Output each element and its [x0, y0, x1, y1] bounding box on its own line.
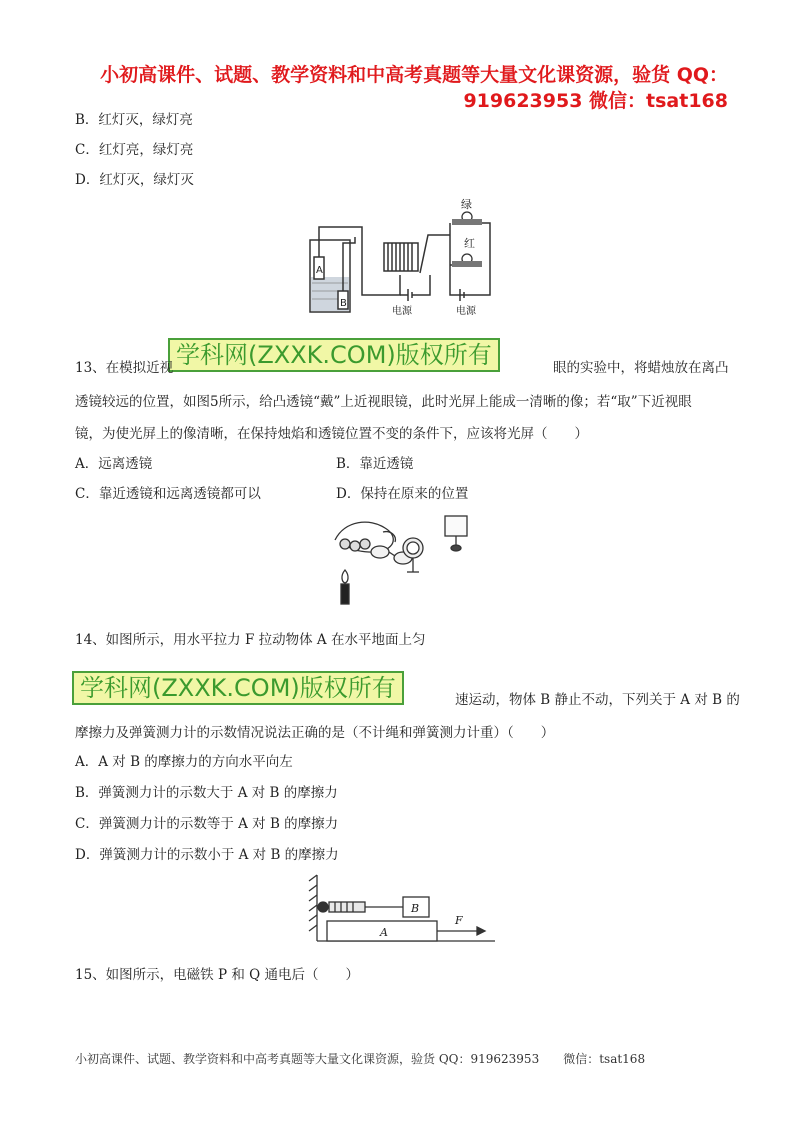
q14-option-c: C．弹簧测力计的示数等于 A 对 B 的摩擦力 [75, 816, 339, 832]
q14-option-d: D．弹簧测力计的示数小于 A 对 B 的摩擦力 [75, 847, 339, 863]
q13-line-1-start: 13、在模拟近视 [75, 360, 174, 376]
q14-line-1: 14、如图所示，用水平拉力 F 拉动物体 A 在水平地面上匀 [75, 632, 426, 648]
friction-experiment-figure [305, 873, 500, 945]
relay-circuit-figure [300, 195, 500, 327]
electrode-b-label: B [340, 298, 347, 309]
electrode-a-label: A [316, 265, 323, 276]
watermark-banner: 学科网(ZXXK.COM)版权所有 [168, 338, 500, 372]
page-footer [75, 1050, 669, 1067]
footer-text: 小初高课件、试题、教学资料和中高考真题等大量文化课资源，验货 QQ：919623953 [75, 1052, 540, 1066]
q15-line-1: 15、如图所示，电磁铁 P 和 Q 通电后（ ） [75, 967, 359, 983]
header-line-1: 小初高课件、试题、教学资料和中高考真题等大量文化课资源，验货 QQ： [100, 64, 728, 86]
header-line-2: 919623953 微信：tsat168 [463, 90, 728, 112]
q12-option-c: C．红灯亮，绿灯亮 [75, 142, 194, 158]
q13-option-c: C．靠近透镜和远离透镜都可以 [75, 486, 261, 502]
q13-line-2: 透镜较远的位置，如图5所示，给凸透镜“戴”上近视眼镜，此时光屏上能成一清晰的像；若“取”下近视眼 [75, 394, 692, 410]
power-label-1: 电源 [392, 306, 412, 317]
q14-option-b: B．弹簧测力计的示数大于 A 对 B 的摩擦力 [75, 785, 338, 801]
q13-line-1-end: 眼的实验中，将蜡烛放在离凸 [553, 360, 729, 376]
q12-option-b: B．红灯灭，绿灯亮 [75, 112, 193, 128]
watermark-banner-2: 学科网(ZXXK.COM)版权所有 [72, 671, 404, 705]
block-a-label: A [380, 926, 388, 939]
block-b-label: B [411, 902, 420, 915]
force-f-label: F [455, 914, 463, 927]
q12-option-d: D．红灯灭，绿灯灭 [75, 172, 194, 188]
q13-line-3: 镜，为使光屏上的像清晰，在保持烛焰和透镜位置不变的条件下，应该将光屏（ ） [75, 426, 588, 442]
footer-wechat: 微信：tsat168 [563, 1052, 646, 1066]
q14-line-3: 摩擦力及弹簧测力计的示数情况说法正确的是（不计绳和弹簧测力计重）（ ） [75, 725, 555, 741]
q13-option-b: B．靠近透镜 [336, 456, 414, 472]
q14-line-2-end: 速运动，物体 B 静止不动，下列关于 A 对 B 的 [455, 692, 740, 708]
q13-option-a: A．远离透镜 [75, 456, 153, 472]
q13-option-d: D．保持在原来的位置 [336, 486, 469, 502]
power-label-2: 电源 [456, 306, 476, 317]
lens-experiment-figure [325, 510, 485, 612]
red-label: 红 [464, 237, 475, 250]
q14-option-a: A．A 对 B 的摩擦力的方向水平向左 [75, 754, 293, 770]
green-label: 绿 [461, 198, 472, 211]
